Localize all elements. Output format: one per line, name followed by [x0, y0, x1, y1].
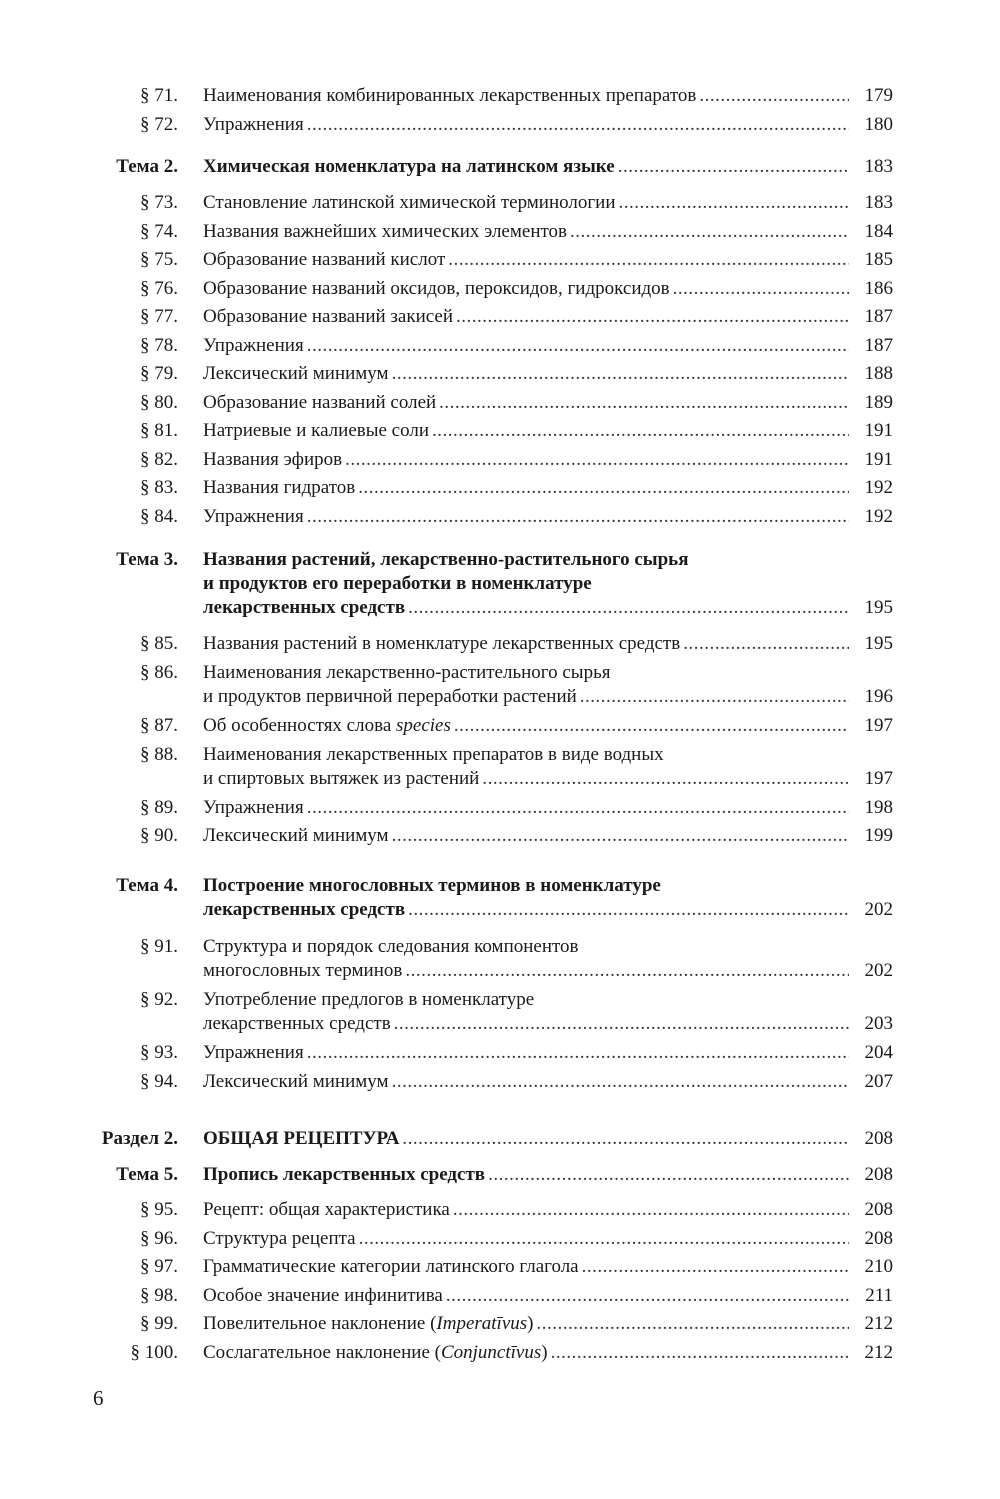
entry-title: Лексический минимум: [203, 363, 389, 384]
entry-page: 191: [864, 449, 893, 470]
entry-page: 192: [864, 506, 893, 527]
dot-leader: [307, 1041, 849, 1065]
entry-page: 197: [864, 715, 893, 736]
entry-number: § 80.: [140, 392, 178, 413]
entry-title: Об особенностях слова: [203, 715, 392, 736]
entry-number: § 100.: [130, 1342, 178, 1363]
topic-title: лекарственных средств: [203, 597, 406, 618]
entry-title: Образование названий солей: [203, 392, 437, 413]
topic-title-line: Построение многословных терминов в номенклатуре: [203, 875, 661, 896]
entry-number: § 96.: [140, 1228, 178, 1249]
entry-page: 208: [864, 1128, 893, 1149]
section-number: Раздел 2.: [101, 1128, 178, 1149]
entry-page: 191: [864, 420, 893, 441]
dot-leader: [488, 1163, 849, 1187]
entry-title-italic: Conjunctīvus: [440, 1342, 542, 1363]
dot-leader: [699, 84, 849, 108]
entry-page: 185: [864, 249, 893, 270]
entry-number: § 86.: [140, 662, 178, 683]
entry-title: Упражнения: [203, 114, 304, 135]
entry-title-suffix: ): [541, 1342, 548, 1363]
dot-leader: [618, 155, 849, 179]
entry-title: Лексический минимум: [203, 1071, 389, 1092]
entry-title-line: Структура и порядок следования компонентов: [203, 936, 579, 957]
entry-title-italic: species: [396, 715, 451, 736]
entry-title: Названия гидратов: [203, 477, 356, 498]
entry-number: § 85.: [140, 633, 178, 654]
entry-number: § 76.: [140, 278, 178, 299]
entry-number: § 95.: [140, 1199, 178, 1220]
dot-leader: [307, 505, 849, 529]
dot-leader: [446, 1284, 849, 1308]
dot-leader: [536, 1312, 849, 1336]
dot-leader: [408, 898, 849, 922]
entry-page: 180: [864, 114, 893, 135]
page-number: 6: [93, 1386, 104, 1410]
entry-number: § 84.: [140, 506, 178, 527]
dot-leader: [394, 1012, 849, 1036]
dot-leader: [405, 959, 849, 983]
entry-page: 211: [865, 1285, 893, 1306]
entry-number: § 73.: [140, 192, 178, 213]
entry-number: § 82.: [140, 449, 178, 470]
dot-leader: [307, 113, 849, 137]
entry-title: Наименования комбинированных лекарственных препаратов: [203, 85, 697, 106]
entry-page: 208: [864, 1164, 893, 1185]
dot-leader: [439, 391, 849, 415]
topic-number: Тема 3.: [116, 549, 178, 570]
entry-page: 208: [864, 1199, 893, 1220]
entry-page: 207: [864, 1071, 893, 1092]
entry-page: 192: [864, 477, 893, 498]
entry-title: Названия эфиров: [203, 449, 343, 470]
entry-page: 183: [864, 192, 893, 213]
dot-leader: [408, 596, 849, 620]
entry-number: § 87.: [140, 715, 178, 736]
entry-title: Упражнения: [203, 335, 304, 356]
dot-leader: [551, 1341, 849, 1365]
entry-title: лекарственных средств: [203, 1013, 391, 1034]
entry-page: 202: [864, 899, 893, 920]
entry-title: Упражнения: [203, 1042, 304, 1063]
dot-leader: [307, 796, 849, 820]
entry-title: Структура рецепта: [203, 1228, 356, 1249]
entry-page: 184: [864, 221, 893, 242]
entry-number: § 97.: [140, 1256, 178, 1277]
topic-number: Тема 2.: [116, 156, 178, 177]
dot-leader: [453, 1198, 849, 1222]
entry-title-line: Наименования лекарственных препаратов в виде водных: [203, 744, 664, 765]
entry-page: 187: [864, 306, 893, 327]
entry-page: 198: [864, 797, 893, 818]
entry-page: 186: [864, 278, 893, 299]
entry-number: § 79.: [140, 363, 178, 384]
entry-number: § 74.: [140, 221, 178, 242]
dot-leader: [683, 632, 849, 656]
topic-title-line: Названия растений, лекарственно-растительного сырья: [203, 549, 689, 570]
entry-title: и продуктов первичной переработки растений: [203, 686, 577, 707]
dot-leader: [307, 334, 849, 358]
topic-title: Пропись лекарственных средств: [203, 1164, 486, 1185]
entry-number: § 92.: [140, 989, 178, 1010]
dot-leader: [432, 419, 849, 443]
dot-leader: [448, 248, 849, 272]
entry-title: Сослагательное наклонение (: [203, 1342, 441, 1363]
entry-title: многословных терминов: [203, 960, 403, 981]
entry-title-line: Наименования лекарственно-растительного сырья: [203, 662, 611, 683]
entry-number: § 72.: [140, 114, 178, 135]
entry-page: 208: [864, 1228, 893, 1249]
dot-leader: [580, 685, 849, 709]
dot-leader: [619, 191, 850, 215]
entry-title: Лексический минимум: [203, 825, 389, 846]
entry-number: § 98.: [140, 1285, 178, 1306]
entry-page: 179: [864, 85, 893, 106]
entry-page: 202: [864, 960, 893, 981]
dot-leader: [456, 305, 849, 329]
topic-title: Химическая номенклатура на латинском языке: [203, 156, 615, 177]
entry-title: Упражнения: [203, 506, 304, 527]
entry-number: § 91.: [140, 936, 178, 957]
entry-title: Названия важнейших химических элементов: [203, 221, 568, 242]
entry-number: § 94.: [140, 1071, 178, 1092]
entry-page: 195: [864, 597, 893, 618]
entry-page: 212: [864, 1313, 893, 1334]
topic-number: Тема 5.: [116, 1164, 178, 1185]
entry-title: Грамматические категории латинского глагола: [203, 1256, 579, 1277]
entry-page: 203: [864, 1013, 893, 1034]
entry-page: 183: [864, 156, 893, 177]
entry-title: Названия растений в номенклатуре лекарственных средств: [203, 633, 681, 654]
entry-page: 187: [864, 335, 893, 356]
entry-number: § 90.: [140, 825, 178, 846]
entry-number: § 83.: [140, 477, 178, 498]
entry-title: Рецепт: общая характеристика: [203, 1199, 450, 1220]
entry-title: Повелительное наклонение (: [203, 1313, 437, 1334]
entry-number: § 81.: [140, 420, 178, 441]
dot-leader: [582, 1255, 849, 1279]
entry-page: 212: [864, 1342, 893, 1363]
entry-title-suffix: ): [527, 1313, 534, 1334]
entry-number: § 75.: [140, 249, 178, 270]
entry-title-italic: Imperatīvus: [436, 1313, 528, 1334]
entry-title: Образование названий оксидов, пероксидов, гидроксидов: [203, 278, 670, 299]
entry-title: Особое значение инфинитива: [203, 1285, 443, 1306]
entry-title: Упражнения: [203, 797, 304, 818]
dot-leader: [482, 767, 849, 791]
dot-leader: [392, 362, 849, 386]
dot-leader: [359, 1227, 849, 1251]
entry-title: Образование названий кислот: [203, 249, 446, 270]
section-title: ОБЩАЯ РЕЦЕПТУРА: [203, 1128, 400, 1149]
entry-page: 210: [864, 1256, 893, 1277]
entry-page: 199: [864, 825, 893, 846]
entry-number: § 88.: [140, 744, 178, 765]
entry-title: Становление латинской химической терминологии: [203, 192, 616, 213]
dot-leader: [570, 220, 849, 244]
dot-leader: [454, 714, 849, 738]
dot-leader: [392, 824, 849, 848]
entry-page: 196: [864, 686, 893, 707]
entry-page: 204: [864, 1042, 893, 1063]
dot-leader: [673, 277, 849, 301]
entry-title: Натриевые и калиевые соли: [203, 420, 430, 441]
entry-title: Образование названий закисей: [203, 306, 454, 327]
topic-title: лекарственных средств: [203, 899, 406, 920]
dot-leader: [345, 448, 849, 472]
entry-number: § 89.: [140, 797, 178, 818]
entry-number: § 93.: [140, 1042, 178, 1063]
entry-number: § 77.: [140, 306, 178, 327]
entry-page: 197: [864, 768, 893, 789]
dot-leader: [402, 1127, 849, 1151]
entry-title-line: Употребление предлогов в номенклатуре: [203, 989, 535, 1010]
entry-page: 189: [864, 392, 893, 413]
entry-page: 188: [864, 363, 893, 384]
entry-number: § 71.: [140, 85, 178, 106]
entry-page: 195: [864, 633, 893, 654]
entry-number: § 78.: [140, 335, 178, 356]
entry-title: и спиртовых вытяжек из растений: [203, 768, 480, 789]
entry-number: § 99.: [140, 1313, 178, 1334]
topic-title-line: и продуктов его переработки в номенклатуре: [203, 573, 592, 594]
topic-number: Тема 4.: [116, 875, 178, 896]
dot-leader: [392, 1070, 849, 1094]
dot-leader: [358, 476, 849, 500]
